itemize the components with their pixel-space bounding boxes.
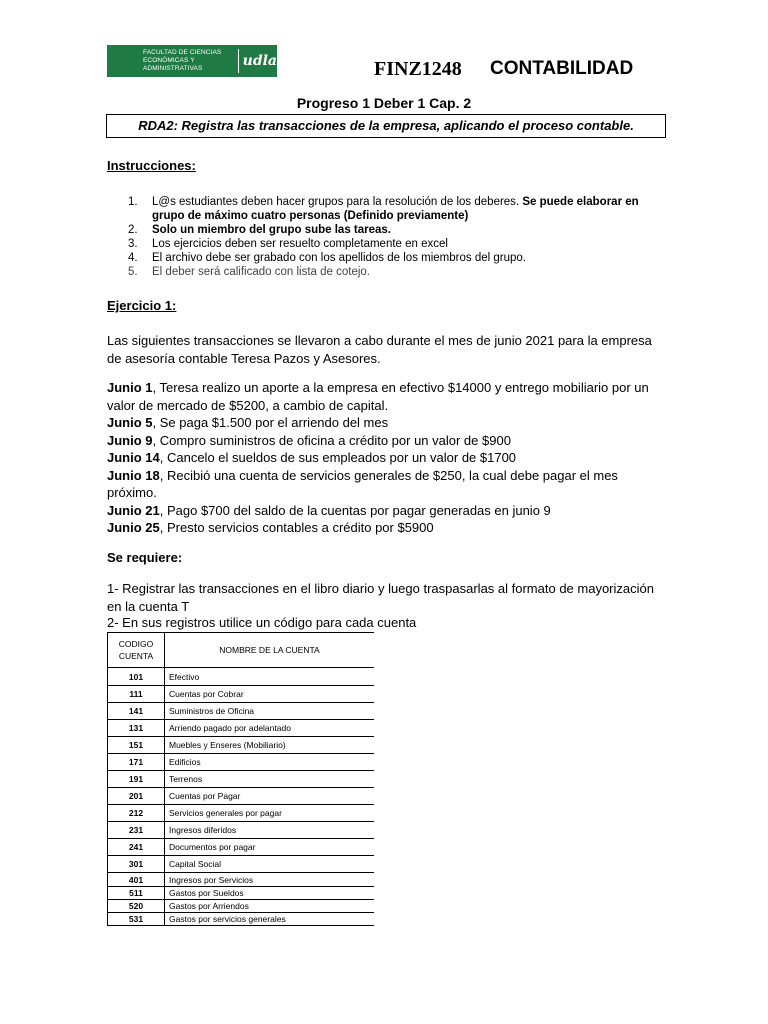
account-name: Gastos por Arriendos (165, 900, 375, 913)
table-row (108, 822, 375, 839)
requirement-2: 2- En sus registros utilice un código para cada cuenta (107, 615, 417, 630)
account-code: 141 (108, 703, 165, 720)
table-row (108, 720, 375, 737)
account-name: Muebles y Enseres (Mobiliario) (165, 737, 375, 754)
account-code: 171 (108, 754, 165, 771)
account-code: 241 (108, 839, 165, 856)
transaction-text: , Recibió una cuenta de servicios generales de $250, la cual debe pagar el mes próximo. (107, 467, 618, 500)
account-code: 231 (108, 822, 165, 839)
account-code: 520 (108, 900, 165, 913)
table-row (108, 686, 375, 703)
transaction-date: Junio 25 (107, 520, 160, 535)
list-number: 1. (128, 196, 138, 208)
account-name: Ingresos diferidos (165, 822, 375, 839)
account-code: 131 (108, 720, 165, 737)
account-name: Documentos por pagar (165, 839, 375, 856)
list-item (128, 195, 668, 223)
list-item (128, 237, 668, 251)
account-name: Ingresos por Servicios (165, 873, 375, 887)
accounts-table (107, 632, 374, 926)
document-title: Progreso 1 Deber 1 Cap. 2 (296, 95, 472, 111)
transaction-date: Junio 5 (107, 415, 153, 430)
logo-mark: udla (242, 53, 277, 69)
table-row (108, 788, 375, 805)
course-code: FINZ1248 (374, 58, 462, 80)
list-item-text: Solo un miembro del grupo sube las tareas. (152, 224, 391, 236)
rda-box: RDA2: Registra las transacciones de la empresa, aplicando el proceso contable. (106, 114, 666, 138)
account-name: Cuentas por Cobrar (165, 686, 375, 703)
table-row (108, 873, 375, 887)
list-item-text: L@s estudiantes deben hacer grupos para la resolución de los deberes. (152, 196, 520, 208)
list-item (128, 251, 668, 265)
list-item-text: El deber será calificado con lista de cotejo. (152, 266, 370, 278)
exercise-heading: Ejercicio 1: (107, 298, 177, 313)
exercise-intro: Las siguientes transacciones se llevaron a cabo durante el mes de junio 2021 para la empresa de asesoría contable Teresa Pazos y Asesores. (107, 333, 652, 366)
transaction-date: Junio 21 (107, 502, 160, 518)
table-header-row (108, 633, 375, 668)
account-code: 201 (108, 788, 165, 805)
list-item (128, 265, 668, 279)
transaction-line (107, 379, 667, 414)
account-code: 111 (108, 686, 165, 703)
table-row (108, 703, 375, 720)
table-row (108, 839, 375, 856)
transaction-text: , Presto servicios contables a crédito por $5900 (159, 520, 434, 535)
table-row (108, 771, 375, 788)
account-name: Terrenos (165, 771, 375, 788)
account-code: 511 (108, 887, 165, 900)
list-item-text: Los ejercicios deben ser resuelto completamente en excel (152, 238, 448, 250)
column-header-code: CODIGO CUENTA (108, 633, 165, 668)
transaction-line (107, 502, 667, 520)
account-code: 151 (108, 737, 165, 754)
logo-text: FACULTAD DE CIENCIAS ECONÓMICAS Y ADMINISTRATIVAS (143, 49, 222, 72)
account-name: Arriendo pagado por adelantado (165, 720, 375, 737)
requirement-1: 1- Registrar las transacciones en el libro diario y luego traspasarlas al formato de mayorización en la cuenta T (107, 581, 654, 614)
list-number: 4. (128, 252, 138, 264)
logo-divider (238, 49, 239, 73)
account-code: 212 (108, 805, 165, 822)
account-name: Servicios generales por pagar (165, 805, 375, 822)
faculty-logo (107, 45, 277, 77)
transaction-text: , Cancelo el sueldos de sus empleados por un valor de $1700 (159, 450, 517, 465)
account-code: 101 (108, 668, 165, 686)
account-name: Edificios (165, 754, 375, 771)
list-number: 5. (128, 266, 138, 278)
transaction-line (107, 449, 667, 467)
course-name: CONTABILIDAD (490, 58, 634, 79)
table-row (108, 856, 375, 873)
transaction-line (107, 414, 667, 432)
transaction-date: Junio 9 (107, 432, 153, 448)
transaction-date: Junio 18 (107, 467, 160, 483)
transaction-line (107, 432, 667, 450)
table-row (108, 668, 375, 686)
table-row (108, 913, 375, 926)
table-row (108, 737, 375, 754)
instructions-list (128, 195, 668, 279)
account-name: Gastos por servicios generales (165, 913, 375, 926)
table-row (108, 887, 375, 900)
account-code: 301 (108, 856, 165, 873)
account-name: Capital Social (165, 856, 375, 873)
account-code: 401 (108, 873, 165, 887)
accounts-table-body (108, 668, 375, 926)
account-name: Suministros de Oficina (165, 703, 375, 720)
requirements-heading: Se requiere: (107, 550, 183, 565)
list-item (128, 223, 668, 237)
account-code: 531 (108, 913, 165, 926)
instructions-heading: Instrucciones: (107, 158, 196, 173)
account-code: 191 (108, 771, 165, 788)
transaction-text: , Compro suministros de oficina a crédito por un valor de $900 (152, 432, 511, 448)
transaction-date: Junio 14 (107, 450, 160, 465)
transaction-text: , Se paga $1.500 por el arriendo del mes (152, 415, 389, 430)
list-number: 3. (128, 238, 138, 250)
table-row (108, 754, 375, 771)
transaction-text: , Teresa realizo un aporte a la empresa en efectivo $14000 y entrego mobiliario por un valor de mercado de $5200, a cambio de capital. (107, 380, 649, 413)
transaction-text: , Pago $700 del saldo de la cuentas por pagar generadas en junio 9 (159, 502, 551, 518)
account-name: Gastos por Sueldos (165, 887, 375, 900)
account-name: Efectivo (165, 668, 375, 686)
column-header-name: NOMBRE DE LA CUENTA (165, 633, 375, 668)
list-item-text: El archivo debe ser grabado con los apellidos de los miembros del grupo. (152, 252, 526, 264)
transaction-line (107, 467, 667, 502)
list-number: 2. (128, 224, 138, 236)
account-name: Cuentas por Pagar (165, 788, 375, 805)
transactions-list (107, 379, 667, 537)
table-row (108, 900, 375, 913)
transaction-date: Junio 1 (107, 380, 153, 395)
transaction-line (107, 519, 667, 537)
table-row (108, 805, 375, 822)
list-item-bold-text: Se puede elaborar en grupo de máximo cuatro personas (Definido previamente) (152, 196, 639, 222)
